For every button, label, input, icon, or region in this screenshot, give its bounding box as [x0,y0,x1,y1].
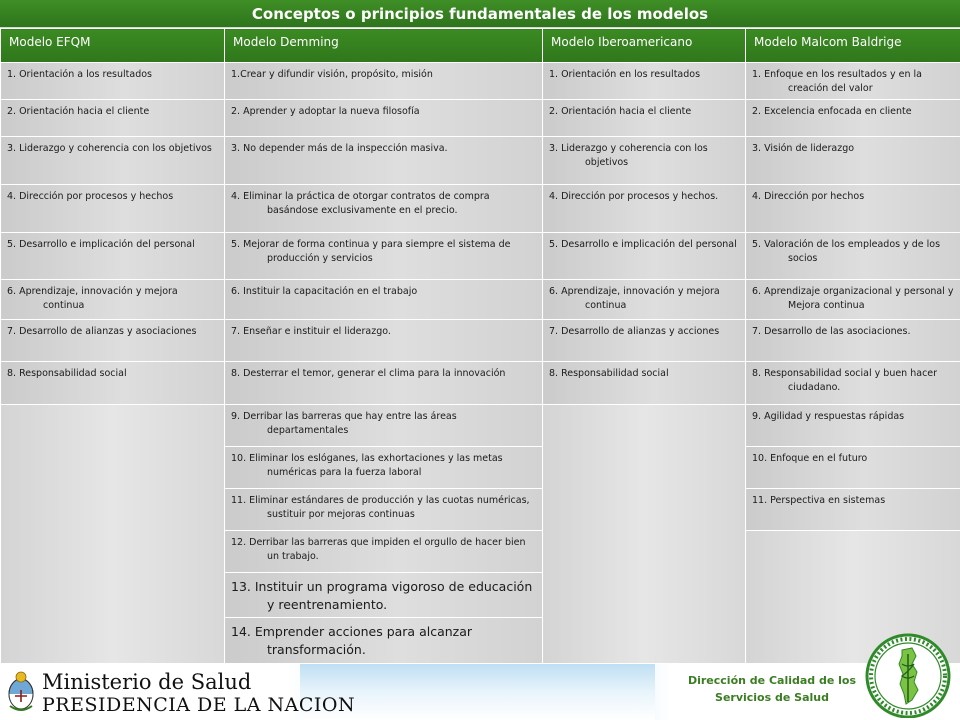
cell-baldrige: 7. Desarrollo de las asociaciones. [752,326,911,338]
cell-demming: 5. Mejorar de forma continua y para siempre el sistema de producción y servicios [231,239,511,265]
cell-efqm: 3. Liderazgo y coherencia con los objetivos [7,143,212,155]
table-row [1,63,960,100]
cell-baldrige: 5. Valoración de los empleados y de los socios [752,239,941,265]
cell-efqm: 1. Orientación a los resultados [7,69,152,81]
table-row [1,362,960,404]
direccion-line1: Dirección de Calidad de los [687,674,857,687]
cell-iberoamericano: 3. Liderazgo y coherencia con los objetivos [549,143,708,169]
cell-baldrige: 11. Perspectiva en sistemas [752,494,886,506]
cell-demming: 14. Emprender acciones para alcanzar transformación. [231,623,473,657]
header-baldrige: Modelo Malcom Baldrige [746,29,960,63]
cell-baldrige: 3. Visión de liderazgo [752,143,855,155]
cell-demming: 10. Eliminar los eslóganes, las exhortaciones y las metas numéricas para la fuerza laboral [231,452,503,478]
cell-efqm: 6. Aprendizaje, innovación y mejora continua [7,286,178,312]
cell-demming: 7. Enseñar e instituir el liderazgo. [231,326,391,338]
cell-iberoamericano: 8. Responsabilidad social [549,368,669,380]
cell-demming: 1.Crear y difundir visión, propósito, misión [231,69,433,81]
empty-cell-iberoamericano [543,404,746,663]
cell-demming: 4. Eliminar la práctica de otorgar contratos de compra basándose exclusivamente en el precio. [231,191,490,217]
cell-iberoamericano: 2. Orientación hacia el cliente [549,106,692,118]
footer [0,664,960,720]
header-efqm: Modelo EFQM [1,29,225,63]
cell-demming: 11. Eliminar estándares de producción y las cuotas numéricas, sustituir por mejoras continuas [231,494,530,520]
national-shield-icon [6,670,36,714]
cell-baldrige: 10. Enfoque en el futuro [752,452,868,464]
table-row [1,137,960,185]
cell-baldrige: 6. Aprendizaje organizacional y personal y Mejora continua [752,286,954,312]
table-row [1,320,960,362]
empty-cell-efqm [1,404,225,663]
cell-baldrige: 2. Excelencia enfocada en cliente [752,106,912,118]
cell-efqm: 4. Dirección por procesos y hechos [7,191,174,203]
table-row [1,280,960,320]
direccion-line2: Servicios de Salud [715,691,829,704]
ministry-name: Ministerio de Salud [42,670,252,694]
cell-efqm: 7. Desarrollo de alianzas y asociaciones [7,326,197,338]
table-row [1,404,960,446]
quality-seal-logo [862,630,954,718]
table-row [1,233,960,280]
cell-iberoamericano: 5. Desarrollo e implicación del personal [549,239,737,251]
table-row [1,185,960,233]
cell-demming: 3. No depender más de la inspección masiva. [231,143,448,155]
direccion-label [672,672,872,706]
page-title: Conceptos o principios fundamentales de los modelos [0,0,960,28]
cell-efqm: 8. Responsabilidad social [7,368,127,380]
cell-baldrige: 9. Agilidad y respuestas rápidas [752,410,905,422]
cell-iberoamericano: 4. Dirección por procesos y hechos. [549,191,719,203]
cell-baldrige: 4. Dirección por hechos [752,191,865,203]
cell-demming: 12. Derribar las barreras que impiden el orgullo de hacer bien un trabajo. [231,536,526,562]
cell-efqm: 2. Orientación hacia el cliente [7,106,150,118]
cell-iberoamericano: 7. Desarrollo de alianzas y acciones [549,326,720,338]
cell-baldrige: 8. Responsabilidad social y buen hacer ciudadano. [752,368,938,394]
cell-demming: 2. Aprender y adoptar la nueva filosofía [231,106,420,118]
header-iberoamericano: Modelo Iberoamericano [543,29,746,63]
cell-iberoamericano: 6. Aprendizaje, innovación y mejora continua [549,286,720,312]
models-table [0,28,960,664]
cell-efqm: 5. Desarrollo e implicación del personal [7,239,195,251]
cell-baldrige: 1. Enfoque en los resultados y en la creación del valor [752,69,922,95]
cell-demming: 8. Desterrar el temor, generar el clima para la innovación [231,368,506,380]
presidency-name: PRESIDENCIA DE LA NACION [42,694,356,716]
table-row [1,100,960,137]
header-demming: Modelo Demming [225,29,543,63]
cell-demming: 13. Instituir un programa vigoroso de educación y reentrenamiento. [231,578,533,612]
cell-demming: 9. Derribar las barreras que hay entre las áreas departamentales [231,410,457,436]
cell-iberoamericano: 1. Orientación en los resultados [549,69,701,81]
cell-demming: 6. Instituir la capacitación en el trabajo [231,286,418,298]
header-row [1,29,960,63]
